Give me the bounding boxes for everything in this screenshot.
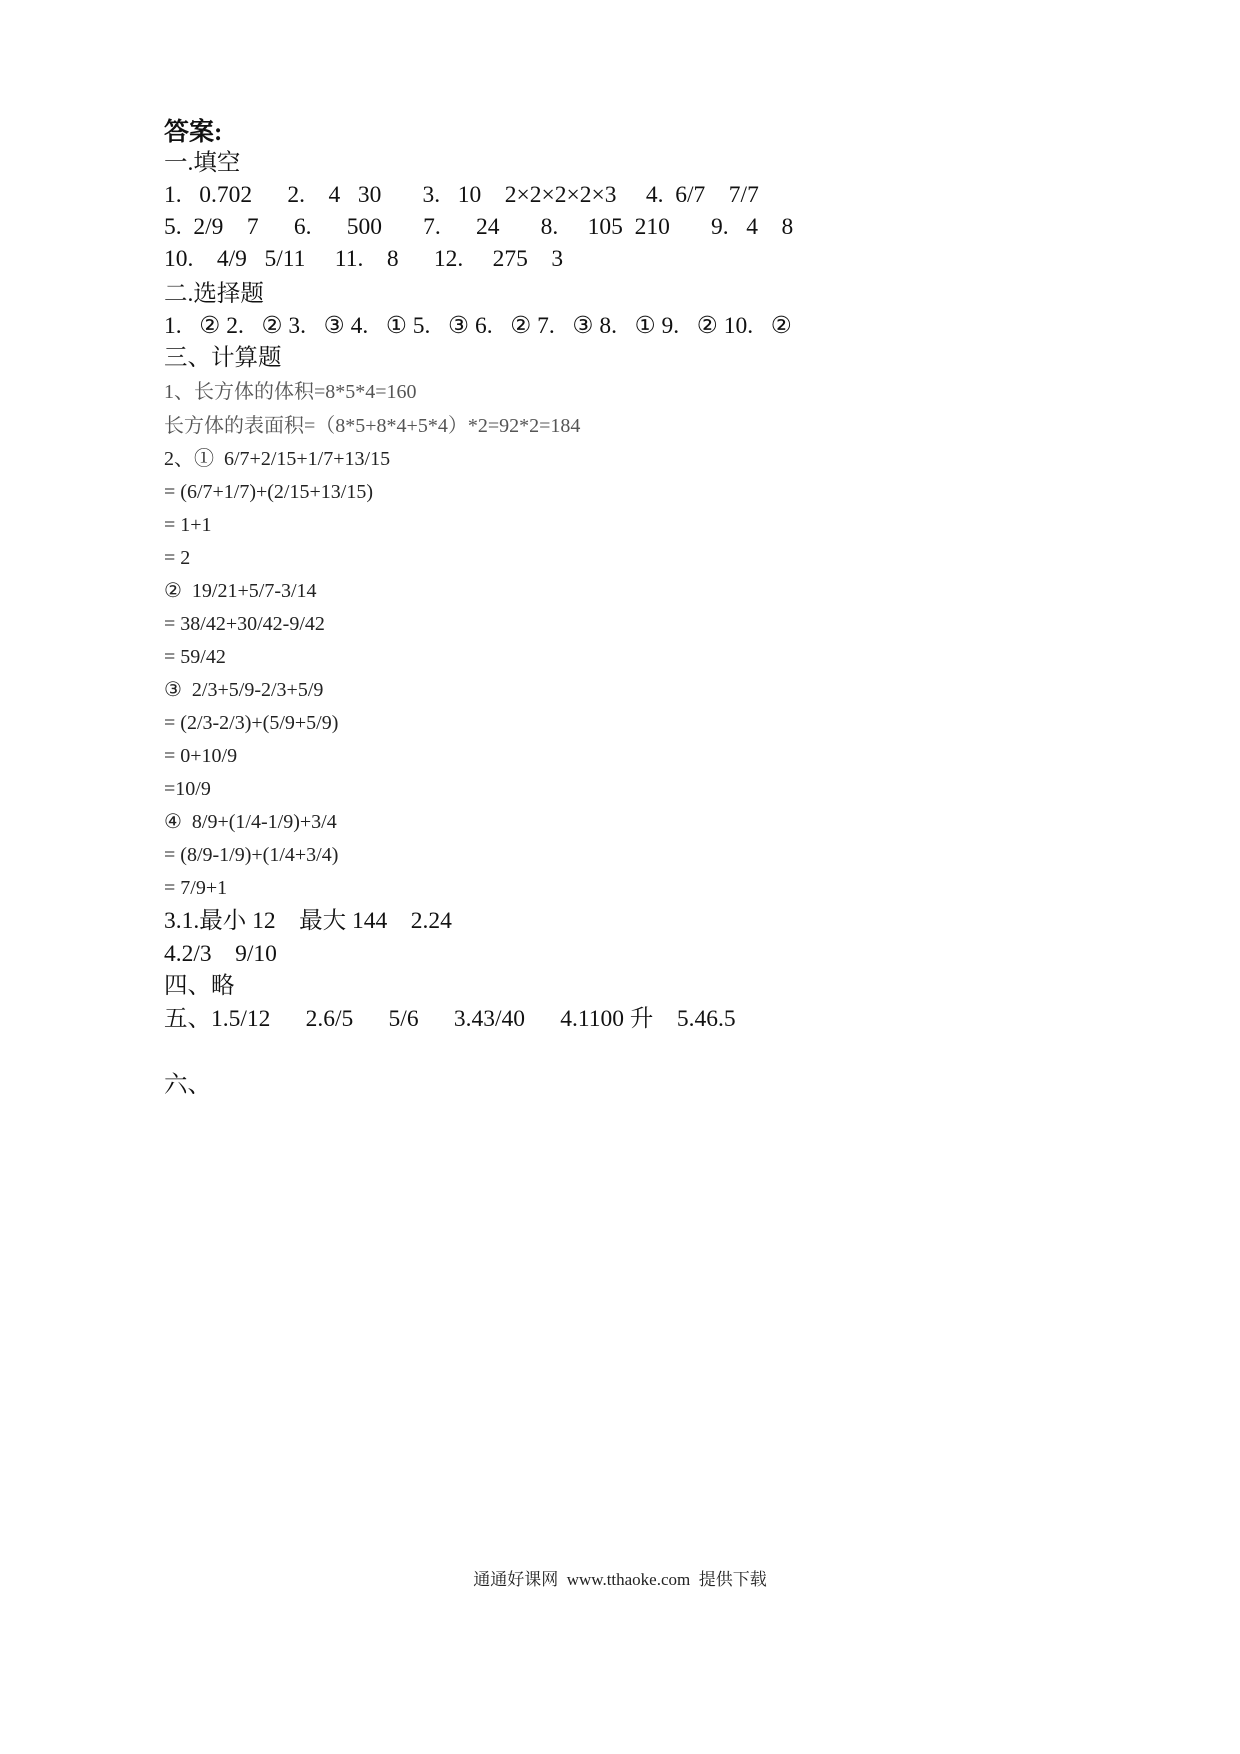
calc-step: ④ 8/9+(1/4-1/9)+3/4	[164, 811, 337, 833]
fill-blank-line: 1. 0.702 2. 4 30 3. 10 2×2×2×2×3 4. 6/7 7/7	[164, 182, 759, 208]
multiple-choice-heading: 二.选择题	[164, 281, 264, 307]
calc-surface-area: 长方体的表面积=（8*5+8*4+5*4）*2=92*2=184	[164, 415, 581, 437]
fill-blank-line: 5. 2/9 7 6. 500 7. 24 8. 105 210 9. 4 8	[164, 214, 794, 240]
calc-step: 2、① 6/7+2/15+1/7+13/15	[164, 448, 391, 470]
calc-step: ③ 2/3+5/9-2/3+5/9	[164, 679, 324, 701]
calc-step: = 38/42+30/42-9/42	[164, 613, 325, 635]
calc-step: = (2/3-2/3)+(5/9+5/9)	[164, 712, 339, 734]
calc-step: = 1+1	[164, 514, 212, 536]
footer-source: 通通好课网 www.tthaoke.com 提供下载	[473, 1570, 767, 1589]
calc-step: = (8/9-1/9)+(1/4+3/4)	[164, 844, 339, 866]
calc-q4-answer: 4.2/3 9/10	[164, 941, 277, 967]
fill-blank-line: 10. 4/9 5/11 11. 8 12. 275 3	[164, 246, 564, 272]
calc-step: = (6/7+1/7)+(2/15+13/15)	[164, 481, 373, 503]
calc-q3-answer: 3.1.最小 12 最大 144 2.24	[164, 908, 452, 934]
calc-step: ② 19/21+5/7-3/14	[164, 580, 317, 602]
calc-volume: 1、长方体的体积=8*5*4=160	[164, 381, 417, 403]
calc-step: = 59/42	[164, 646, 226, 668]
section4-answer: 四、略	[164, 973, 235, 999]
calc-step: = 7/9+1	[164, 877, 228, 899]
calculation-heading: 三、计算题	[164, 345, 282, 371]
section6-heading: 六、	[164, 1072, 211, 1098]
fill-blank-heading: 一.填空	[164, 150, 241, 176]
answers-title: 答案:	[164, 119, 223, 146]
multiple-choice-answers: 1. ② 2. ② 3. ③ 4. ① 5. ③ 6. ② 7. ③ 8. ① 9. ② 10. ②	[164, 313, 792, 339]
calc-step: = 2	[164, 547, 191, 569]
calc-step: = 0+10/9	[164, 745, 238, 767]
calc-step: =10/9	[164, 778, 211, 800]
section5-answer: 五、1.5/12 2.6/5 5/6 3.43/40 4.1100 升 5.46.5	[164, 1006, 736, 1032]
